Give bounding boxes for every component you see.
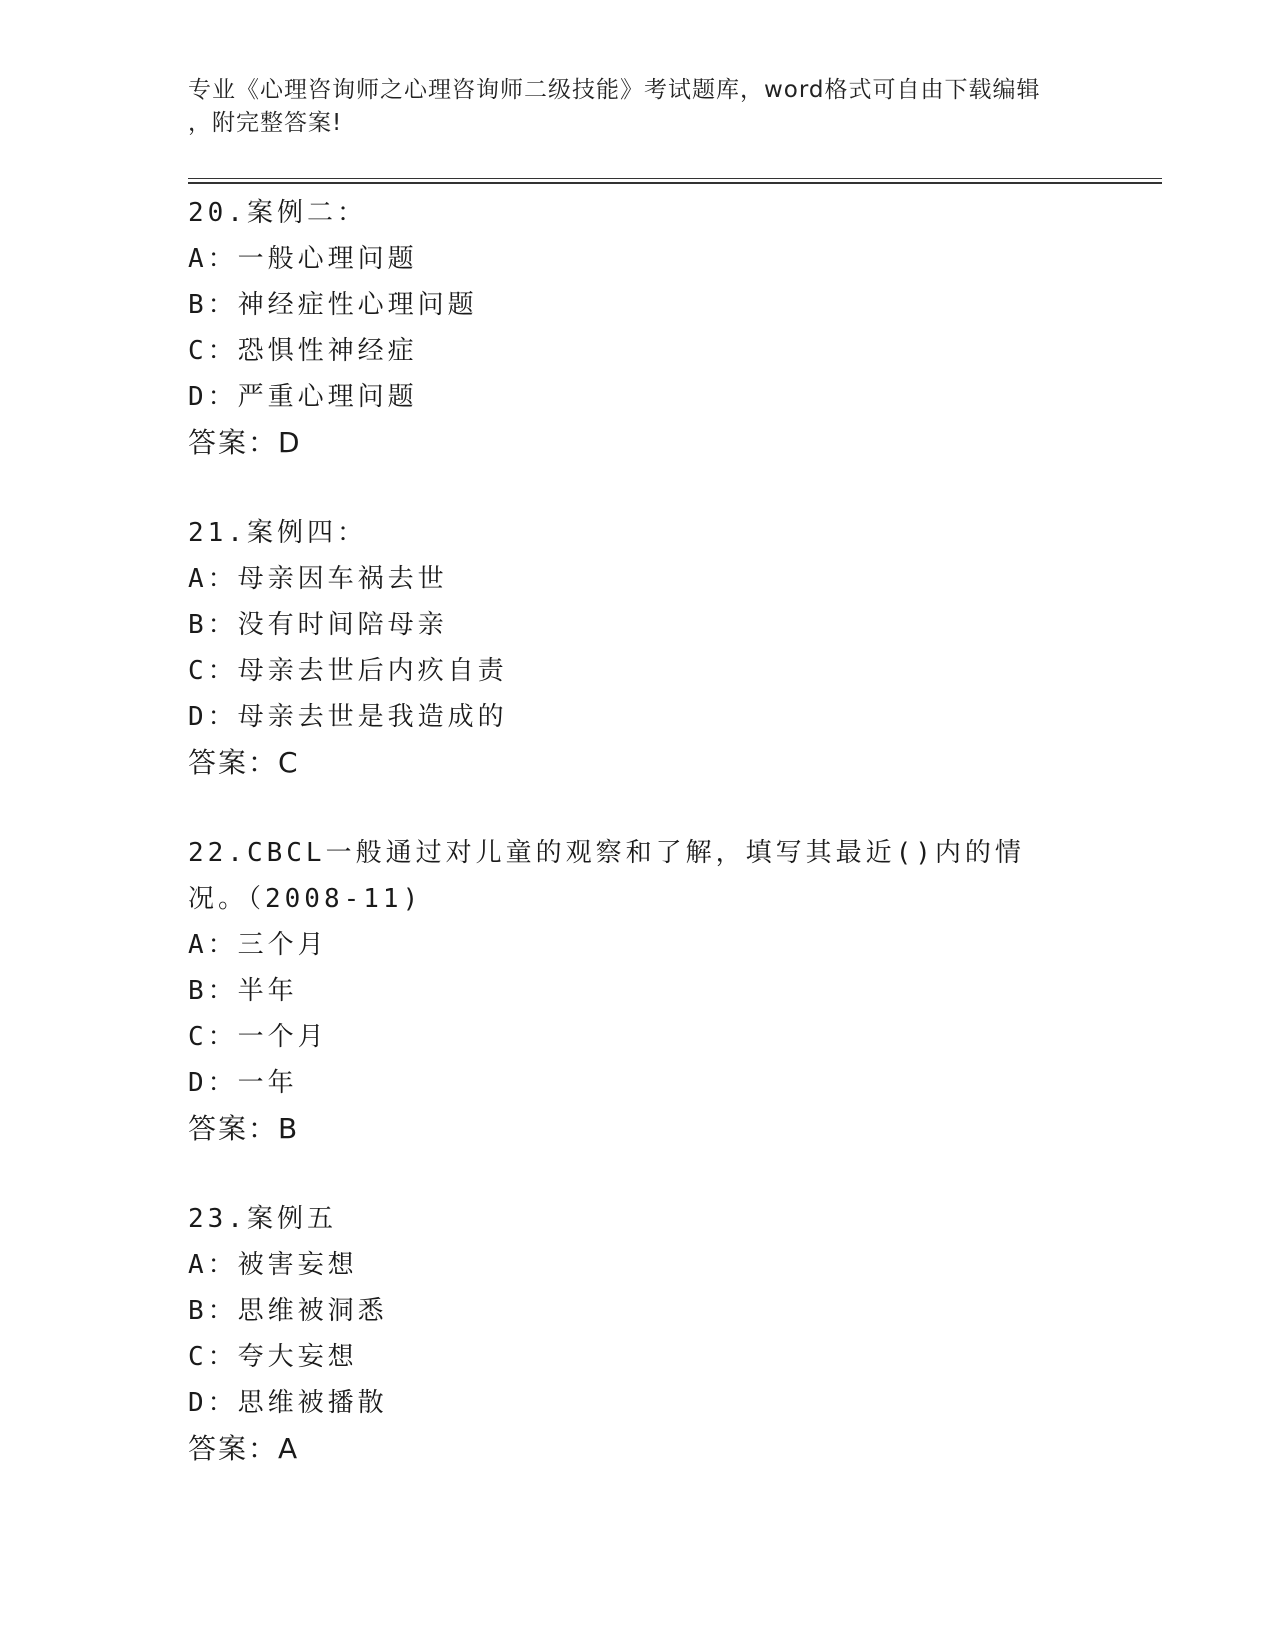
answer-line: 答案：D [188,426,302,459]
option-a: A：三个月 [188,930,328,960]
question-text: 22.CBCL一般通过对儿童的观察和了解，填写其最近()内的情况。（2008-11) [188,838,1025,914]
option-d: D：思维被播散 [188,1388,388,1418]
question-list [188,190,1088,1472]
option-c: C：一个月 [188,1022,328,1052]
option-d: D：一年 [188,1068,298,1098]
answer-line: 答案：B [188,1112,300,1145]
option-b: B：没有时间陪母亲 [188,610,448,640]
option-c: C：母亲去世后内疚自责 [188,656,508,686]
option-a: A：一般心理问题 [188,244,418,274]
answer-line: 答案：A [188,1432,300,1465]
option-b: B：思维被洞悉 [188,1296,388,1326]
question-20 [188,190,1088,466]
question-22 [188,830,1088,1152]
option-c: C：恐惧性神经症 [188,336,418,366]
option-b: B：半年 [188,976,298,1006]
option-a: A：被害妄想 [188,1250,358,1280]
header-line-1: 专业《心理咨询师之心理咨询师二级技能》考试题库，word格式可自由下载编辑 [188,77,1041,103]
header-line-2: ，附完整答案! [188,110,343,136]
option-d: D：母亲去世是我造成的 [188,702,508,732]
option-b: B：神经症性心理问题 [188,290,478,320]
header-rule-thick [188,182,1162,184]
document-header [188,74,1068,140]
question-text: 20.案例二： [188,198,367,228]
question-text: 23.案例五 [188,1204,337,1234]
question-21 [188,510,1088,786]
option-a: A：母亲因车祸去世 [188,564,448,594]
question-text: 21.案例四： [188,518,367,548]
option-d: D：严重心理问题 [188,382,418,412]
option-c: C：夸大妄想 [188,1342,358,1372]
answer-line: 答案：C [188,746,300,779]
header-rule-thin [188,178,1162,179]
question-23 [188,1196,1088,1472]
